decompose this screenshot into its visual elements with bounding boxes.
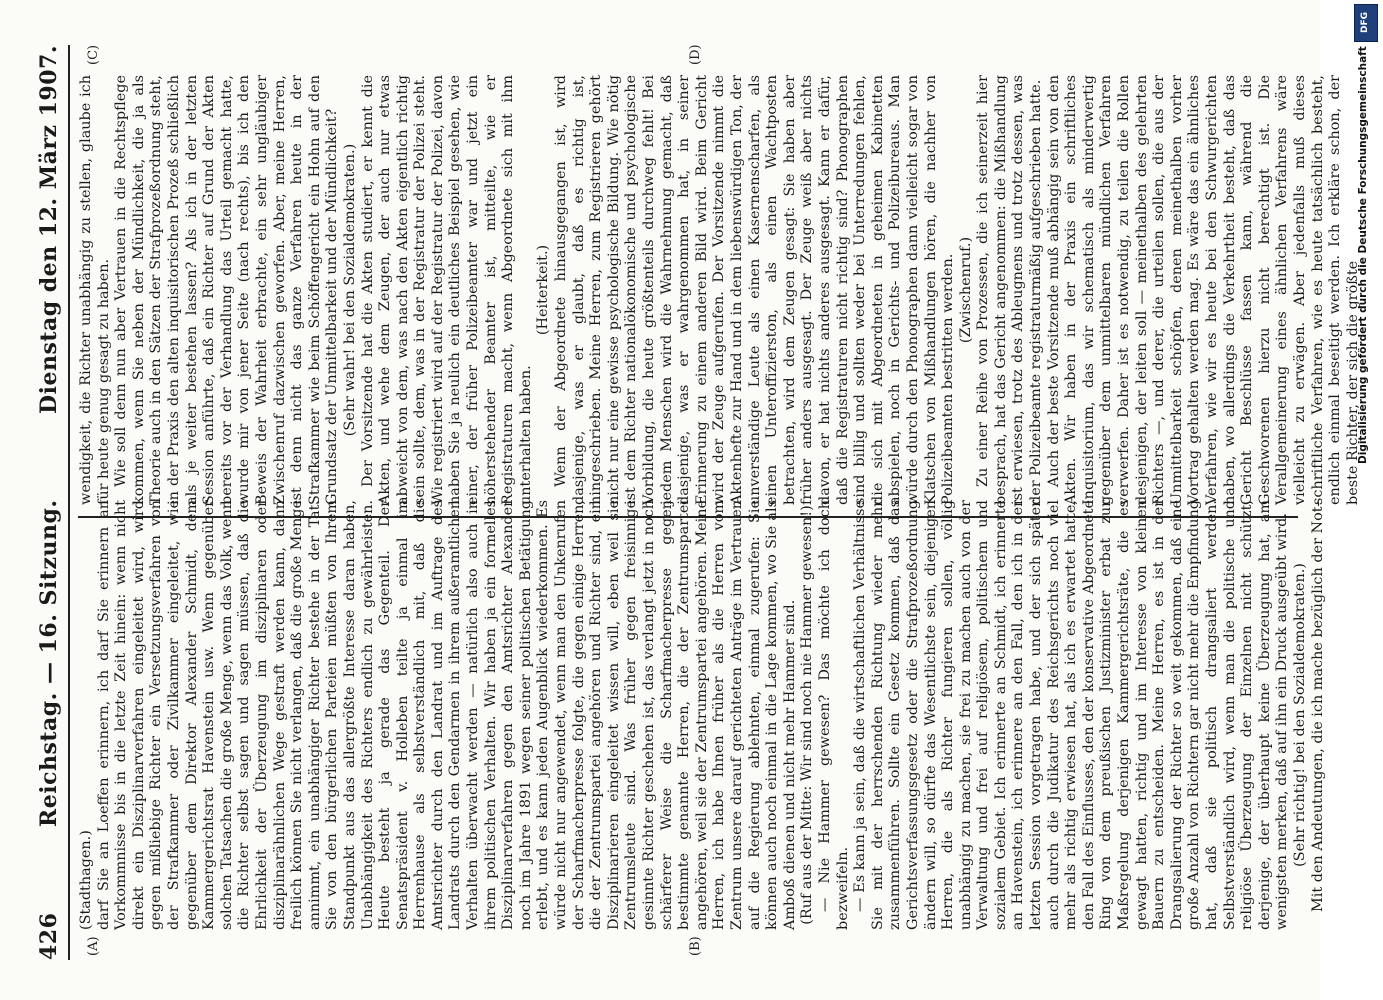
- margin-marker-b: (B): [688, 936, 703, 956]
- interjection: (Sehr wahr! bei den Sozialdemokraten.): [341, 143, 358, 437]
- paragraph: Wenn der Abgeordnete hinausgegangen ist, wird dasjenige, was er glaubt, daß es richtig ist, hingeschrieben. Meine Herren, zum Registrieren gehört nicht nur eine gewisse psychologische Bildung. Wie nötig ist dem Richter nationalökonomische und psychologische Vorbildung, die heute größtenteils durchweg fehlt! Bei jedem Menschen wird die Wahrnehmung gemacht, daß dasjenige, was er wahrgenommen hat, in seiner Erinnerung zu einem anderen Bild wird. Beim Gericht wird der Zeuge aufgerufen. Der Vorsitzende nimmt die Aktenhefte zur Hand und in dem liebenswürdigen Ton, der unverständige Leute als einen Kasernenscharfen, als einen Unteroffizierston, als einen Wachtposten betrachten, wird dem Zeugen gesagt: Sie haben aber früher anders ausgesagt. Der Zeuge weiß aber nichts davon, er hat nichts anderes ausgesagt. Kann er dafür, daß die Registraturen nicht richtig sind? Phonographen sind billig und sollten weder bei Unterredungen fehlen, die sich mit Abgeordneten in geheimen Kabinetten abspielen, noch in Gerichts- und Polizeibureaus. Man würde durch den Phonographen dann vielleicht sogar von Klatschen von Mißhandlungen hören, die nachher von Polizeibeamten bestritten werden.: [553, 75, 957, 505]
- header-rule: [68, 45, 70, 960]
- left-column: [78, 500, 1326, 930]
- digitization-note: Digitalisierung gefördert durch die Deutsche Forschungsgemeinschaft: [1357, 46, 1369, 464]
- paragraph: Zu einer Reihe von Prozessen, die ich seinerzeit hier besprach, hat das Gericht angenommen: die Mißhandlung ist erwiesen, trotz des Ableugnens und trotz dessen, was der Polizeibeamte registraturmäßig aufgeschrieben hatte.: [975, 75, 1045, 505]
- paragraph: Wie soll denn nun aber Vertrauen in die Rechtspflege kommen, wenn Sie neben der Mündlichkeit, die ja als Theorie auch in den Sätzen der Strafprozeßordnung steht, in der Praxis den alten inquisitorischen Prozeß schließlich als je weiter bestehen lassen? Als ich in der letzten Session anführte, daß ein Richter auf Grund der Akten bereits vor der Verhandlung das Urteil gemacht hatte, wurde mir von jener Seite (nach rechts), bis ich den Beweis der Wahrheit erbrachte, ein sehr ungläubiger Zwischenruf dazwischen geworfen. Aber, meine Herren, ist denn nicht das ganze Verfahren heute in der Strafkammer wie beim Schöffengericht ein Hohn auf den Grundsatz der Unmittelbarkeit und der Mündlichkeit?: [113, 75, 341, 505]
- margin-marker-c: (C): [86, 44, 101, 65]
- margin-marker-d: (D): [688, 44, 703, 65]
- page-header: [28, 45, 62, 960]
- paragraph: Mit den Andeutungen, die ich mache bezüglich der Not-: [1309, 501, 1326, 912]
- paragraph: Der Vorsitzende hat die Akten studiert, er kennt die Akten, und wehe dem Zeugen, der auch nur etwas abweicht von dem, was nach den Akten eigentlich richtig sein sollte, dem, was in der Registratur der Polizei steht. Wie registriert wird auf der Registratur der Polizei, davon haben Sie ja neulich ein deutliches Beispiel gesehen, wie einer, der früher Polizeibeamter war und jetzt ein höherstehender Beamter ist, mitteilte, wie er Registraturen macht, wenn Abgeordnete sich mit ihm unterhalten haben.: [359, 75, 534, 505]
- session-title: Reichstag. — 16. Sitzung.: [36, 499, 62, 828]
- interjection: (Heiterkeit.): [535, 244, 552, 336]
- interjection: (Sehr richtig! bei den Sozialdemokraten.): [1291, 563, 1308, 867]
- interjection: (Ruf aus der Mitte: Wir sind noch nie Hammer gewesen!): [799, 505, 816, 925]
- interjection: (Zwischenruf.): [957, 236, 974, 344]
- session-date: Dienstag den 12. März 1907.: [36, 45, 62, 414]
- paragraph: — Es kann ja sein, daß die wirtschaftlichen Verhältnisse Sie mit der herrschenden Richtung wieder mehr zusammenführen. Sollte ein Gesetz kommen, daß das Gerichtsverfassungsgesetz oder die Strafprozeßordnung ändern will, so dürfte das Wesentlichste sein, diejenigen Herren, die als Richter fungieren sollen, völlig unabhängig zu machen, sie frei zu machen auch von der Verwaltung und frei auf religiösem, politischem und sozialem Gebiet. Ich erinnerte an Schmidt, ich erinnerte an Havenstein, ich erinnere an den Fall, den ich in der letzten Session vorgetragen habe, und der sich später auch durch die Judikatur des Reichsgerichts noch viel mehr als richtig erwiesen hat, als ich es erwartet hatte, den Fall des Einflusses, den der konservative Abgeordnete Ring von dem preußischen Justizminister erbat zur Maßregelung derjenigen Kammergerichtsräte, die es gewagt hatten, richtig und im Interesse von kleinen Bauern zu entscheiden. Meine Herren, es ist in der Drangsalierung der Richter so weit gekommen, daß eine große Anzahl von Richtern gar nicht mehr die Empfindung hat, daß sie politisch drangsaliert werden. Selbstverständlich wird, wenn man die politische und religiöse Überzeugung der Einzelnen nicht schützt, derjenige, der überhaupt keine Überzeugung hat, am wenigsten merken, daß auf ihn ein Druck ausgeübt wird.: [852, 500, 1291, 930]
- right-column: [78, 75, 1361, 505]
- paragraph: wendigkeit, die Richter unabhängig zu stellen, glaube ich für heute genug gesagt zu haben.: [78, 75, 112, 505]
- dfg-logo-text: DFG: [1360, 11, 1370, 33]
- paragraph: darf Sie an Loeffen erinnern, ich darf Sie erinnern an Vorkommnisse bis in die letzte Zeit hinein: wenn nicht direkt ein Disziplinarverfahren eingeleitet wird, wird gegen mißliebige Richter ein Versetzungsverfahren von der Strafkammer oder Zivilkammer eingeleitet, wie gegenüber dem Direktor Alexander Schmidt, dem Kammergerichtsrat Havenstein usw. Wenn gegenüber solchen Tatsachen die große Menge, wenn das Volk, wenn die Richter selbst sagen und sagen müssen, daß die Ehrlichkeit der Überzeugung im disziplinaren oder disziplinarähnlichen Wege gestraft werden kann, dann freilich können Sie nicht verlangen, daß die große Menge annimmt, ein unabhängiger Richter bestehe in der Tat. Sie von den bürgerlichen Parteien müßten von Ihrem Standpunkt aus das allergrößte Interesse daran haben, Unabhängigkeit des Richters endlich zu gewährleisten. Heute besteht ja gerade das Gegenteil. Der Senatspräsident v. Holleben teilte ja einmal im Herrenhause als selbstverständlich mit, daß die Amtsrichter durch den Landrat und im Auftrage des Landrats durch den Gendarmen in ihrem außeramtlichen Verhalten überwacht werden — natürlich also auch in ihrem politischen Verhalten. Wir haben ja ein formelles Disziplinarverfahren gegen den Amtsrichter Alexander noch im Jahre 1891 wegen seiner politischen Betätigung erlebt, und es kann jeden Augenblick wiederkommen. Es würde nicht nur angewendet, wenn man den Unkenrufen der Scharfmacherpresse folgte, die gegen einige Herren, die der Zentrumspartei angehören und Richter sind, ein Disziplinarieren eingeleitet wissen will, eben weil sie Zentrumsleute sind. Was früher gegen freisinnige gesinnte Richter geschehen ist, das verlangt jetzt in noch schärferer Weise die Scharfmacherpresse gegen bestimmte genannte Herren, die der Zentrumspartei angehören, weil sie der Zentrumspartei angehören. Meine Herren, ich habe Ihnen früher als die Herren vom Zentrum unsere darauf gerichteten Anträge im Vertrauen auf die Regierung ablehnten, einmal zugerufen: Sie können auch noch einmal in die Lage kommen, wo Sie als Amboß dienen und nicht mehr Hammer sind.: [95, 500, 798, 930]
- paragraph: Auch der beste Vorsitzende muß abhängig sein von den Akten. Wir haben in der Praxis ein schriftliches Inquisitorium, das wir schematisch als minderwertig gegenüber dem unmittelbaren mündlichen Verfahren verwerfen. Daher ist es notwendig, zu teilen die Rollen desjenigen, der leiten soll — meinethalben des gelehrten Richters —, und derer, die urteilen sollen, die aus der Unmittelbarkeit schöpfen, denen meinethalben vorher Vortrag gehalten werden mag. Es wäre das ein ähnliches Verfahren, wie wir es heute bei den Schwurgerichten haben, wo allerdings die Verkehrtheit besteht, daß das Gericht Beschlüsse fassen kann, während die Geschworenen hierzu nicht berechtigt ist. Die Verallgemeinerung eines ähnlichen Verfahrens wäre vielleicht zu erwägen. Aber jedenfalls muß dieses schriftliche Verfahren, wie es heute tatsächlich besteht, endlich einmal beseitigt werden. Ich erkläre schon, der beste Richter, der sich die größte: [1045, 75, 1361, 505]
- speaker-name: (Stadthagen.): [78, 830, 94, 930]
- column-divider: [78, 516, 1298, 518]
- page-number: 426: [36, 912, 62, 960]
- margin-marker-a: (A): [86, 936, 101, 956]
- paragraph: — Nie Hammer gewesen? Das möchte ich doch bezweifeln.: [816, 500, 851, 930]
- digitization-stamp: [1352, 4, 1378, 764]
